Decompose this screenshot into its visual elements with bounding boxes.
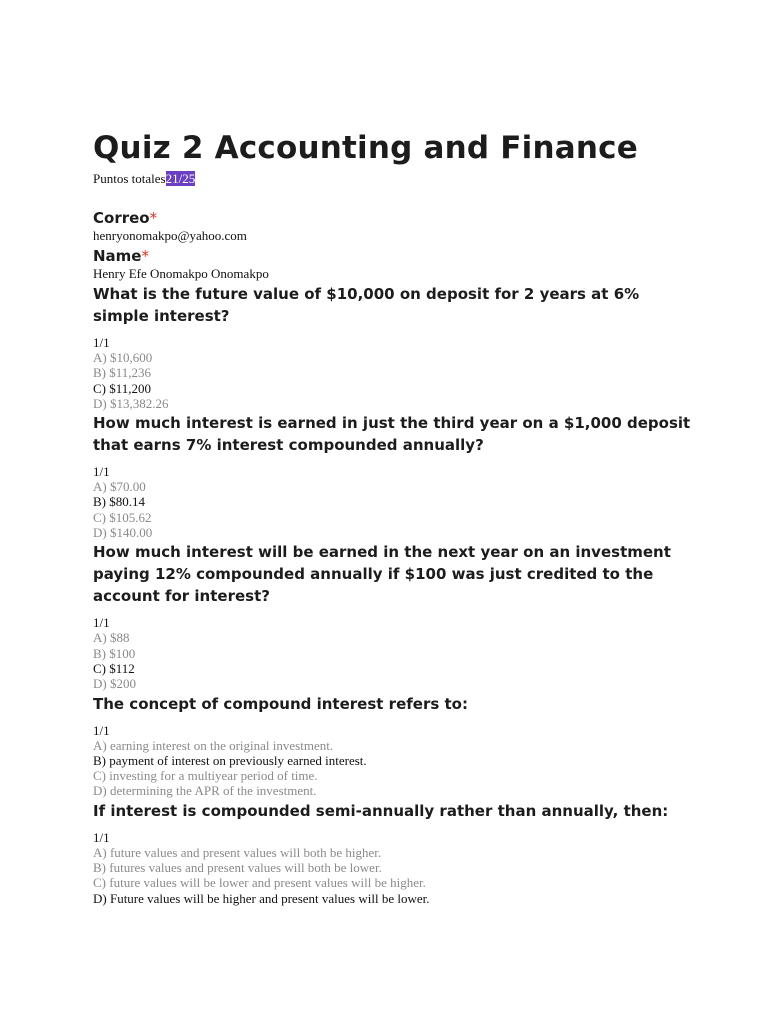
answer-option: D) $13,382.26 — [93, 395, 169, 411]
question-score: 1/1 — [93, 615, 110, 631]
answer-options — [93, 479, 693, 540]
answer-option: A) $10,600 — [93, 350, 153, 365]
answer-option-selected: C) $112 — [93, 660, 135, 676]
answer-option: B) $11,236 — [93, 365, 152, 381]
total-score — [93, 171, 693, 187]
answer-option: C) future values will be lower and present values will be higher. — [93, 875, 426, 891]
question-text: How much interest will be earned in the next year on an investment paying 12% compounded annually if $100 was just credited to the account for interest? — [93, 543, 671, 606]
email-field-label — [93, 208, 693, 228]
question-score: 1/1 — [93, 335, 110, 350]
answer-option: B) $100 — [93, 645, 136, 661]
question-text: The concept of compound interest refers to: — [93, 694, 468, 713]
answer-option-selected: B) payment of interest on previously earned interest. — [93, 752, 367, 768]
answer-option: C) $105.62 — [93, 509, 152, 525]
answer-options — [93, 350, 693, 411]
answer-option: D) $200 — [93, 676, 136, 692]
answer-option: A) future values and present values will both be higher. — [93, 844, 382, 860]
question-text: What is the future value of $10,000 on deposit for 2 years at 6% simple interest? — [93, 285, 640, 325]
name-label-text: Name — [93, 247, 142, 265]
name-value: Henry Efe Onomakpo Onomakpo — [93, 266, 269, 281]
answer-option: D) $140.00 — [93, 525, 153, 541]
answer-option: A) earning interest on the original investment. — [93, 737, 334, 753]
question-list — [93, 283, 693, 906]
answer-option-selected: D) Future values will be higher and present values will be lower. — [93, 890, 430, 906]
answer-option: C) investing for a multiyear period of time. — [93, 768, 318, 784]
question-text: If interest is compounded semi-annually rather than annually, then: — [93, 801, 669, 820]
required-asterisk: * — [149, 209, 158, 227]
question-text: How much interest is earned in just the third year on a $1,000 deposit that earns 7% interest compounded annually? — [93, 414, 691, 455]
question-score: 1/1 — [93, 464, 110, 480]
question-block — [93, 800, 693, 906]
required-asterisk: * — [141, 247, 149, 265]
answer-option: A) $88 — [93, 630, 130, 646]
score-value: 21/25 — [165, 171, 196, 186]
question-score: 1/1 — [93, 829, 110, 845]
score-label: Puntos totales — [93, 171, 166, 186]
email-value: henryonomakpo@yahoo.com — [93, 228, 247, 243]
quiz-page — [93, 128, 693, 906]
answer-option: A) $70.00 — [93, 479, 146, 495]
answer-options — [93, 845, 693, 906]
answer-option-selected: C) $11,200 — [93, 380, 152, 396]
answer-options — [93, 630, 693, 691]
question-block — [93, 412, 693, 540]
question-block — [93, 693, 693, 799]
name-field-label — [93, 246, 693, 266]
question-block — [93, 541, 693, 691]
email-label-text: Correo — [93, 209, 150, 227]
answer-options — [93, 738, 693, 799]
question-score: 1/1 — [93, 722, 110, 738]
answer-option: B) futures values and present values will both be lower. — [93, 860, 382, 876]
question-block — [93, 283, 693, 411]
quiz-title: Quiz 2 Accounting and Finance — [93, 130, 638, 166]
answer-option: D) determining the APR of the investment. — [93, 783, 317, 799]
answer-option-selected: B) $80.14 — [93, 494, 145, 510]
